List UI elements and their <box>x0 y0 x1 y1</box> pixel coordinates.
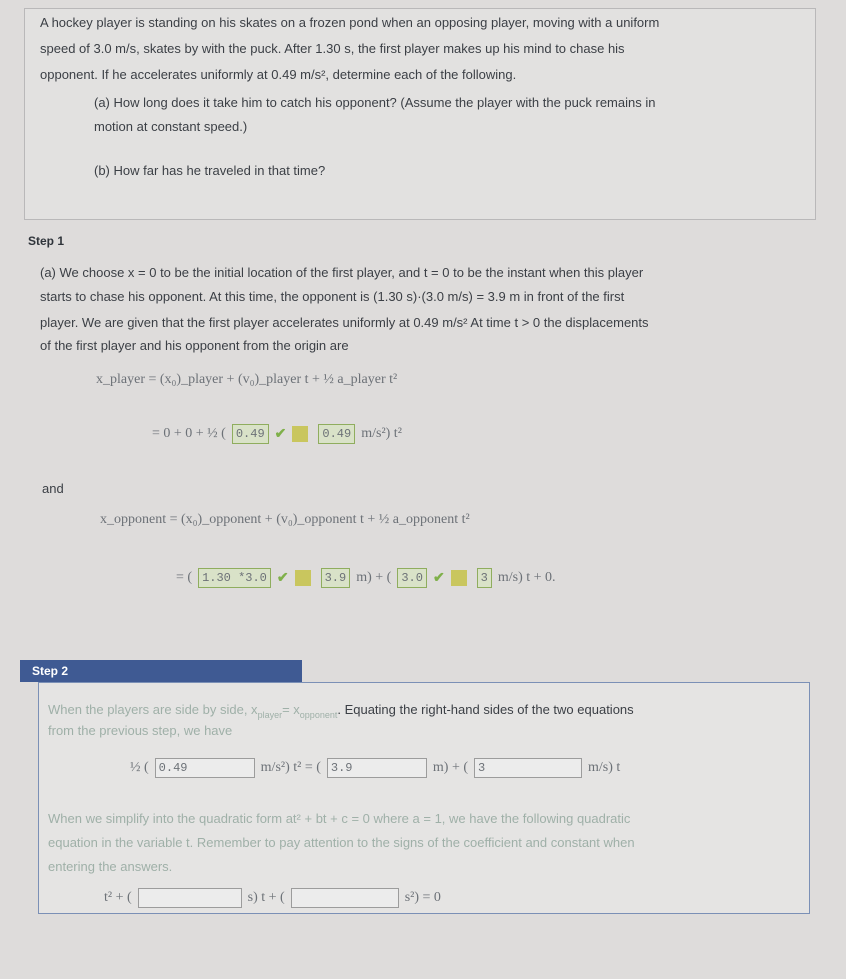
answer-box-a1[interactable]: 0.49 <box>232 424 269 444</box>
part-a-line-2: motion at constant speed.) <box>94 119 248 134</box>
answer-box-b4[interactable]: 3 <box>477 568 492 588</box>
step1-label: Step 1 <box>28 234 65 248</box>
answer-box-a2[interactable]: 0.49 <box>318 424 355 444</box>
step1-line-2: starts to chase his opponent. At this time, the opponent is (1.30 s)·(3.0 m/s) = 3.9 m in front of the first <box>40 289 625 304</box>
quad-pre: t² + ( <box>104 890 132 905</box>
half-open: ½ ( <box>130 760 149 775</box>
unit-c2: m) + ( <box>432 760 469 775</box>
quad-unit-1: s) t + ( <box>247 890 285 905</box>
problem-line-3: opponent. If he accelerates uniformly at 0.49 m/s², determine each of the following. <box>40 67 517 82</box>
equation-opponent-sub <box>176 568 556 588</box>
equation-player: x_player = (x₀)_player + (v₀)_player t + ½ a_player t² <box>96 372 398 387</box>
equation-opponent: x_opponent = (x₀)_opponent + (v₀)_opponent t + ½ a_opponent t² <box>100 512 470 527</box>
step2-line1-post: . Equating the right-hand sides of the two equations <box>337 702 634 717</box>
quad-unit-2: s²) = 0 <box>404 890 441 905</box>
answer-box-b3[interactable]: 3.0 <box>397 568 427 588</box>
step2-line1-sub2: opponent <box>299 710 338 720</box>
part-a-line-1: (a) How long does it take him to catch his opponent? (Assume the player with the puck remains in <box>94 95 656 110</box>
unit-b2: m) + ( <box>356 570 392 585</box>
equals-open: = ( <box>176 570 193 585</box>
input-box-c2[interactable]: 3.9 <box>327 758 427 778</box>
input-box-c1[interactable]: 0.49 <box>155 758 255 778</box>
pencil-icon[interactable] <box>451 570 467 586</box>
step2-tab[interactable]: Step 2 <box>20 660 302 682</box>
quadratic-equation <box>104 888 441 908</box>
check-icon: ✔ <box>432 570 445 586</box>
step1-line-3: player. We are given that the first player accelerates uniformly at 0.49 m/s² At time t > 0 the displacements <box>40 315 649 330</box>
problem-line-1: A hockey player is standing on his skates on a frozen pond when an opposing player, moving with a uniform <box>40 15 660 30</box>
eq-player-prefix: = 0 + 0 + ½ ( <box>152 426 226 441</box>
input-box-constant[interactable] <box>291 888 399 908</box>
step2-line-3: When we simplify into the quadratic form at² + bt + c = 0 where a = 1, we have the following quadratic <box>48 811 631 826</box>
step2-equation <box>130 758 620 778</box>
step2-line-4: equation in the variable t. Remember to pay attention to the signs of the coefficient and constant when <box>48 835 635 850</box>
unit-a: m/s²) t² <box>361 426 402 441</box>
equation-player-sub <box>152 424 402 444</box>
pencil-icon[interactable] <box>292 426 308 442</box>
answer-box-b2[interactable]: 3.9 <box>321 568 351 588</box>
problem-line-2: speed of 3.0 m/s, skates by with the puck. After 1.30 s, the first player makes up his mind to chase his <box>40 41 625 56</box>
input-box-c3[interactable]: 3 <box>474 758 582 778</box>
step2-line1-eq: = x <box>282 702 300 717</box>
step1-line-1: (a) We choose x = 0 to be the initial location of the first player, and t = 0 to be the instant when this player <box>40 265 644 280</box>
pencil-icon[interactable] <box>295 570 311 586</box>
step1-line-4: of the first player and his opponent from the origin are <box>40 338 349 353</box>
part-b: (b) How far has he traveled in that time? <box>94 163 326 178</box>
unit-c1: m/s²) t² = ( <box>260 760 321 775</box>
unit-b4: m/s) t + 0. <box>497 570 556 585</box>
answer-box-b1[interactable]: 1.30 *3.0 <box>198 568 271 588</box>
unit-c3: m/s) t <box>588 760 621 775</box>
step2-line1-sub1: player <box>257 710 283 720</box>
step2-line-5: entering the answers. <box>48 859 173 874</box>
check-icon: ✔ <box>274 426 287 442</box>
check-icon: ✔ <box>276 570 289 586</box>
and-label: and <box>42 481 64 496</box>
step2-line-2: from the previous step, we have <box>48 723 233 738</box>
input-box-coefficient[interactable] <box>138 888 242 908</box>
step2-line1-pre: When the players are side by side, x <box>48 702 258 717</box>
